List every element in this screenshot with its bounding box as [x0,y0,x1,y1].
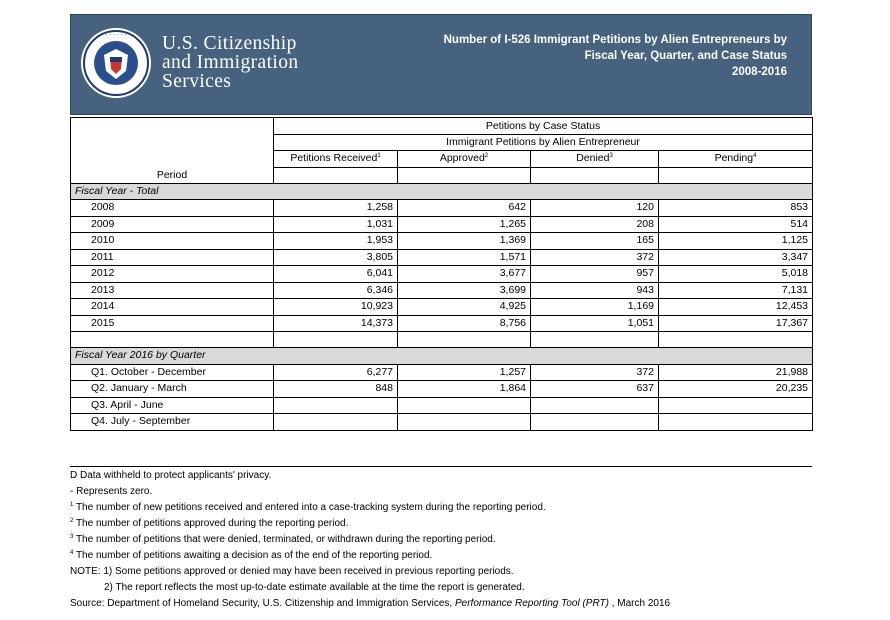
value-cell: 853 [659,200,813,217]
footnote-3: $^3$ The number of petitions that were denied, terminated, or withdrawn during the reporting period. [70,534,496,545]
value-cell: 21,988 [659,364,813,381]
value-cell: 372 [531,364,659,381]
value-cell: 6,277 [274,364,398,381]
col-header-pending: Pending$^4$ [659,151,813,168]
footnote-4: $^4$ The number of petitions awaiting a decision as of the end of the reporting period. [70,550,433,561]
period-cell: 2013 [71,282,274,299]
petitions-table [70,117,813,431]
table-row [71,414,813,431]
period-cell: Q4. July - September [71,414,274,431]
table-row [71,315,813,332]
value-cell [274,414,398,431]
table-row [71,216,813,233]
value-cell: 3,677 [398,266,531,283]
value-cell [659,414,813,431]
col-header-denied: Denied$^3$ [531,151,659,168]
footnote-1: $^1$ The number of new petitions received and entered into a case-tracking system during the reporting period. [70,502,546,513]
period-cell: 2014 [71,299,274,316]
table-row [71,381,813,398]
value-cell: 17,367 [659,315,813,332]
col-header-received: Petitions Received$^1$ [274,151,398,168]
value-cell: 1,125 [659,233,813,250]
period-cell: Q2. January - March [71,381,274,398]
table-row [71,249,813,266]
table-row [71,200,813,217]
period-cell: 2011 [71,249,274,266]
table-row [71,364,813,381]
value-cell: 8,756 [398,315,531,332]
value-cell [531,414,659,431]
value-cell: 957 [531,266,659,283]
value-cell: 5,018 [659,266,813,283]
table-row [71,282,813,299]
zero-note: - Represents zero. [70,486,153,497]
value-cell: 120 [531,200,659,217]
value-cell: 6,346 [274,282,398,299]
period-header-label: Period [156,168,188,181]
section-title: Fiscal Year - Total [71,183,813,200]
note-1: NOTE: 1) Some petitions approved or denied may have been received in previous reporting periods. [70,566,514,577]
value-cell: 3,699 [398,282,531,299]
spacer-row [71,332,813,348]
value-cell: 637 [531,381,659,398]
value-cell: 12,453 [659,299,813,316]
period-cell: 2008 [71,200,274,217]
period-cell: 2015 [71,315,274,332]
table-row [71,233,813,250]
section-title: Fiscal Year 2016 by Quarter [71,348,813,365]
note-2: 2) The report reflects the most up-to-date estimate available at the time the report is generated. [104,582,525,593]
footnote-2: $^2$ The number of petitions approved during the reporting period. [70,518,349,529]
value-cell: 10,923 [274,299,398,316]
value-cell: 14,373 [274,315,398,332]
value-cell: 3,805 [274,249,398,266]
source-note: Source: Department of Homeland Security, U.S. Citizenship and Immigration Services, Performance Reporting Tool (PRT) , March 2016 [70,598,671,609]
section-header-row [71,348,813,365]
report-title-line: 2008-2016 [732,66,787,78]
col-header-approved: Approved$^2$ [398,151,531,168]
value-cell: 372 [531,249,659,266]
privacy-note: D Data withheld to protect applicants' privacy. [70,470,272,481]
value-cell [274,397,398,414]
report-title-line: Fiscal Year, Quarter, and Case Status [584,50,787,62]
agency-line: Services [162,71,232,92]
dhs-seal-icon [80,27,152,99]
agency-line: U.S. Citizenship [162,33,297,54]
value-cell: 1,571 [398,249,531,266]
value-cell: 1,258 [274,200,398,217]
footnotes [70,466,812,612]
value-cell: 1,051 [531,315,659,332]
value-cell: 1,169 [531,299,659,316]
value-cell: 1,864 [398,381,531,398]
value-cell [398,414,531,431]
group-header: Petitions by Case Status [274,118,813,135]
value-cell: 943 [531,282,659,299]
agency-line: and Immigration [162,52,299,73]
value-cell: 7,131 [659,282,813,299]
report-title [407,32,787,80]
value-cell: 642 [398,200,531,217]
subgroup-header: Immigrant Petitions by Alien Entrepreneur [274,134,813,151]
period-cell: Q3. April - June [71,397,274,414]
value-cell: 1,953 [274,233,398,250]
report-title-line: Number of I-526 Immigrant Petitions by Alien Entrepreneurs by [443,34,787,46]
table-row [71,397,813,414]
table-row [71,299,813,316]
value-cell: 514 [659,216,813,233]
value-cell: 1,257 [398,364,531,381]
section-header-row [71,183,813,200]
value-cell [659,397,813,414]
value-cell: 6,041 [274,266,398,283]
table-row [71,266,813,283]
period-cell: Q1. October - December [71,364,274,381]
value-cell: 20,235 [659,381,813,398]
value-cell: 208 [531,216,659,233]
value-cell: 1,031 [274,216,398,233]
value-cell: 1,369 [398,233,531,250]
agency-name [162,34,299,91]
value-cell: 4,925 [398,299,531,316]
period-cell: 2009 [71,216,274,233]
period-header [71,118,274,184]
value-cell: 848 [274,381,398,398]
svg-text:· · · · · ·: · · · · · · [105,32,127,39]
header-banner [70,14,812,115]
value-cell: 165 [531,233,659,250]
period-cell: 2010 [71,233,274,250]
period-cell: 2012 [71,266,274,283]
value-cell [398,397,531,414]
value-cell: 3,347 [659,249,813,266]
value-cell: 1,265 [398,216,531,233]
value-cell [531,397,659,414]
